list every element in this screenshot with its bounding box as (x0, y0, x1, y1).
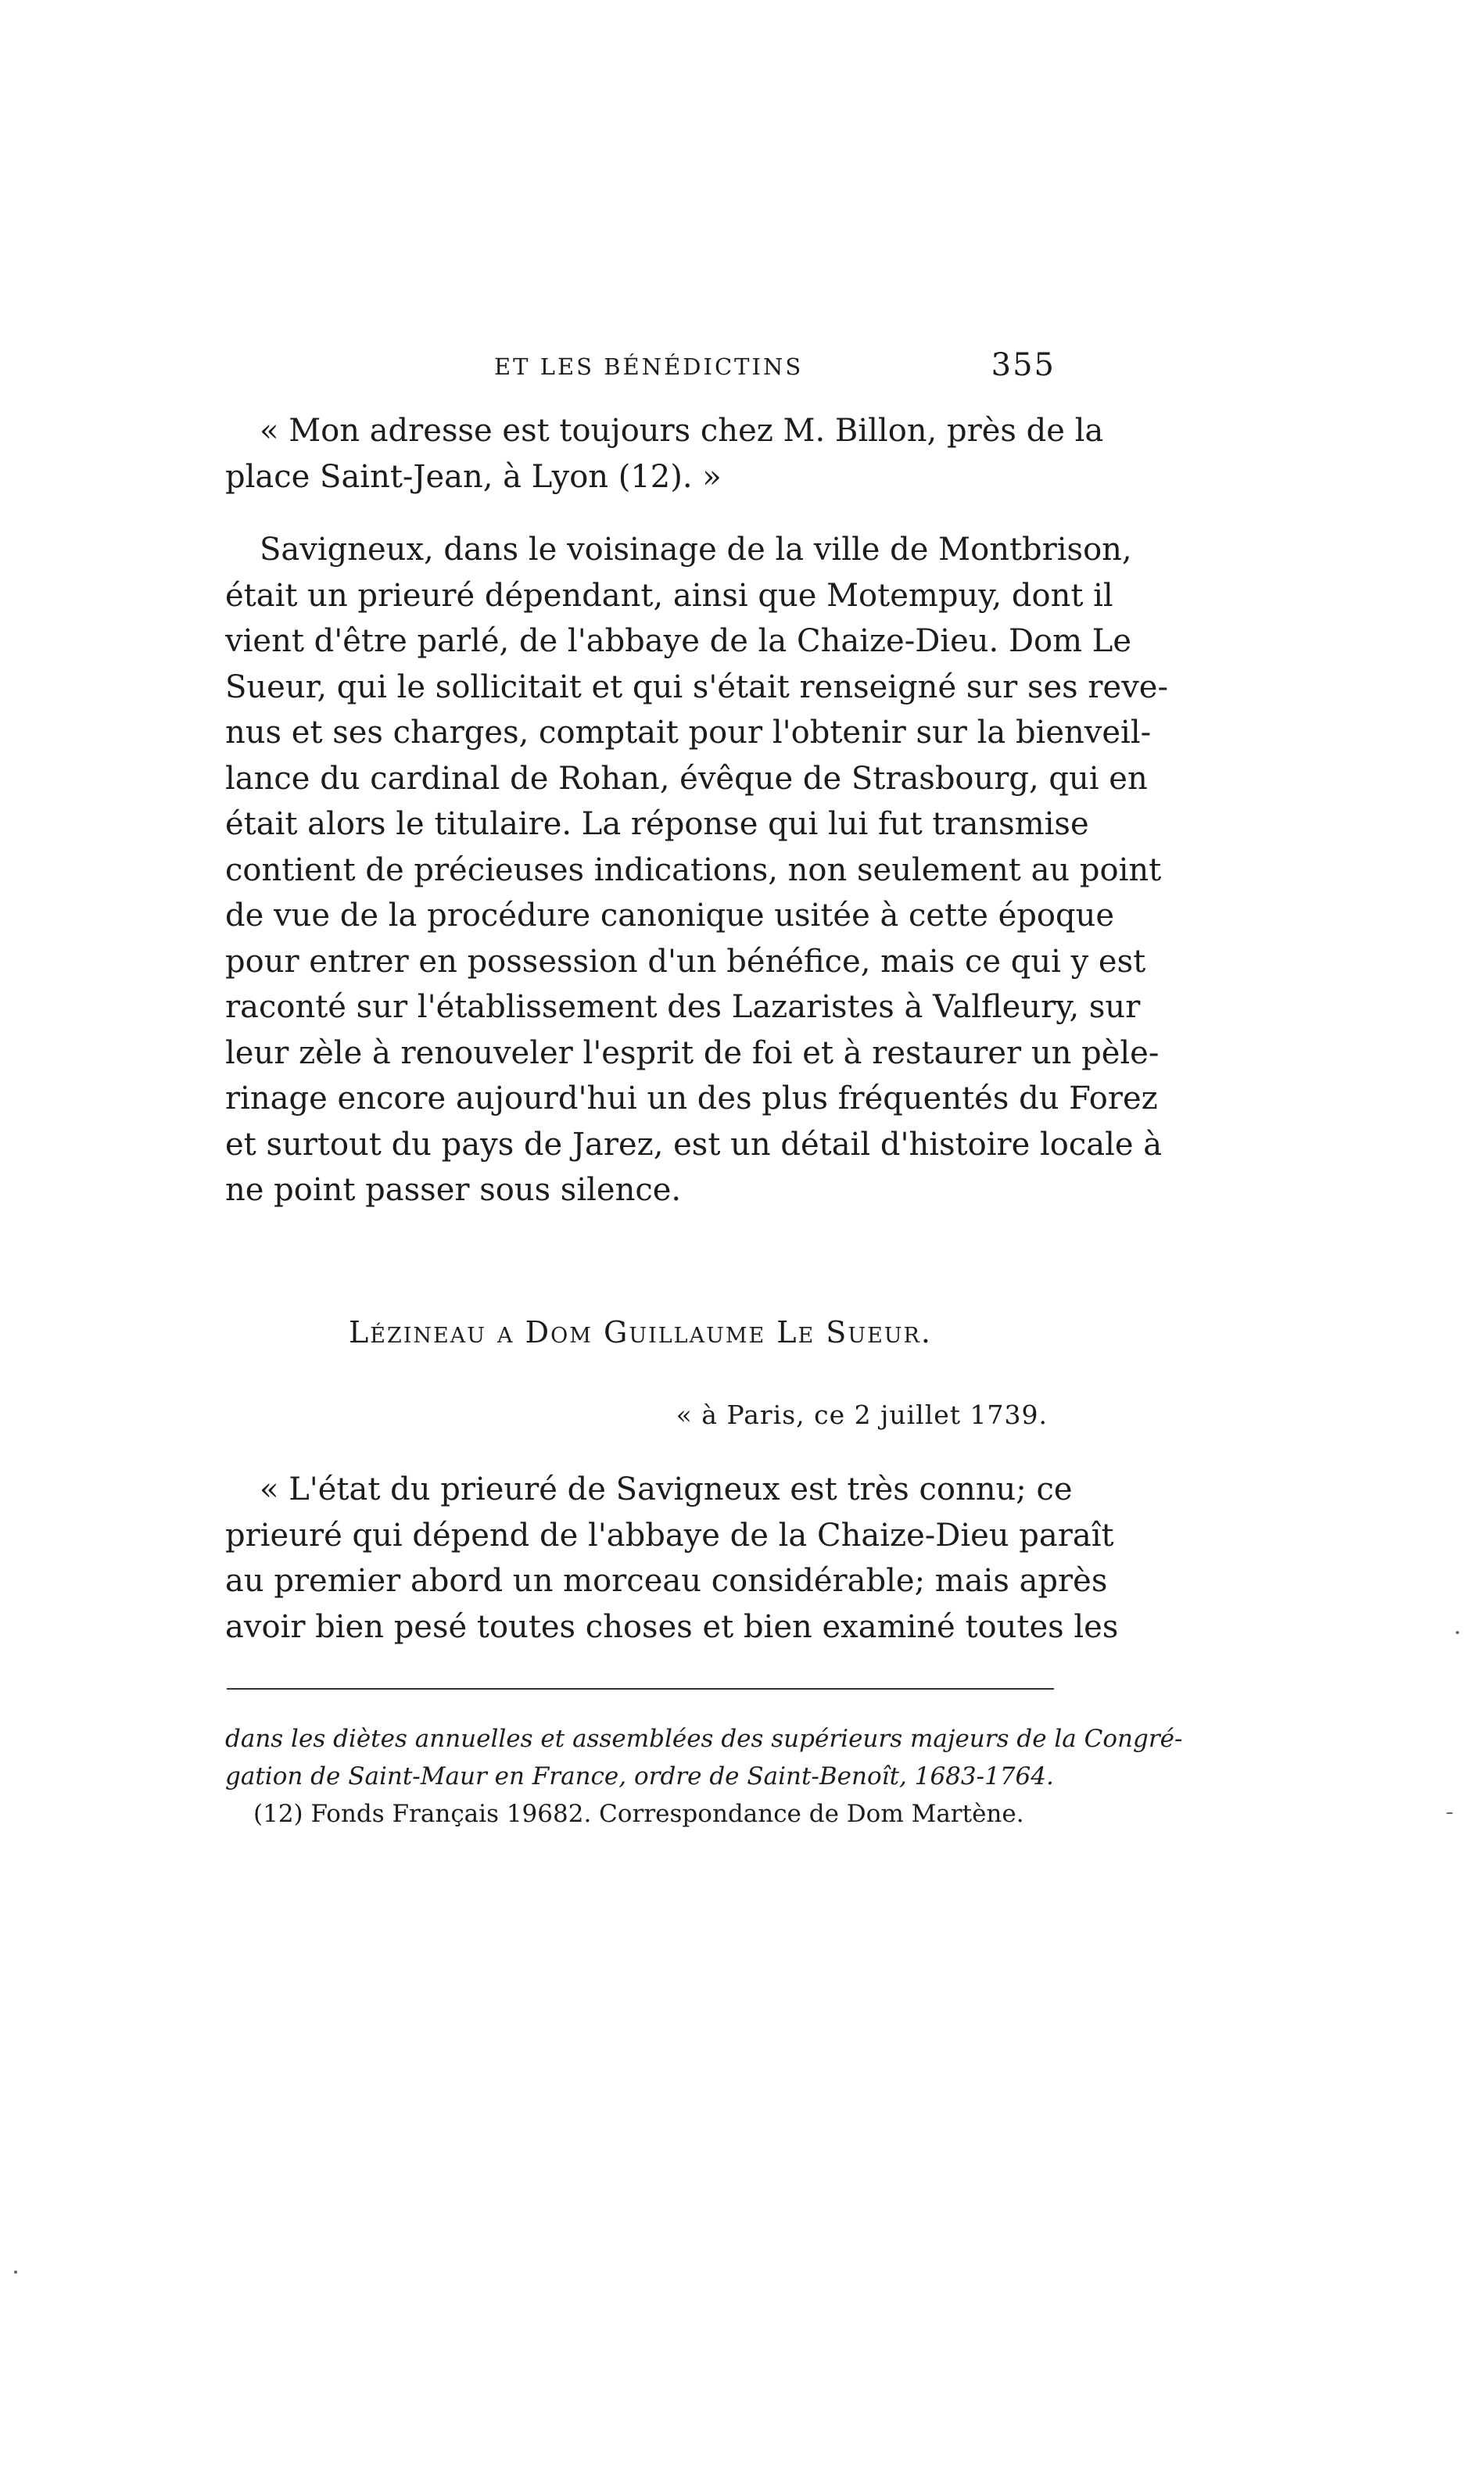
text-line: et surtout du pays de Jarez, est un détail d'histoire locale à (225, 1126, 1163, 1163)
text-line: « L'état du prieuré de Savigneux est très connu; ce (260, 1471, 1073, 1507)
text-line: était alors le titulaire. La réponse qui lui fut transmise (225, 806, 1089, 842)
page-number: 355 (991, 347, 1056, 383)
text-line: nus et ses charges, comptait pour l'obtenir sur la bienveil- (225, 715, 1152, 751)
letter-body (225, 1467, 1119, 1650)
text-line: Savigneux, dans le voisinage de la ville de Montbrison, (260, 532, 1132, 568)
text-line: vient d'être parlé, de l'abbaye de la Chaize-Dieu. Dom Le (225, 623, 1131, 659)
letter-dateline: « à Paris, ce 2 juillet 1739. (676, 1400, 1048, 1430)
opening-quote (225, 408, 1104, 500)
text-line: ne point passer sous silence. (225, 1172, 682, 1208)
footnote-divider (227, 1688, 1054, 1690)
text-line: contient de précieuses indications, non seulement au point (225, 851, 1162, 888)
text-line: place Saint-Jean, à Lyon (12). » (225, 458, 722, 495)
footnote-continuation-line: dans les diètes annuelles et assemblées des supérieurs majeurs de la Congré- (225, 1725, 1183, 1753)
body-paragraph (225, 527, 1168, 1213)
paper-speck (1446, 1812, 1453, 1814)
text-line: de vue de la procédure canonique usitée à cette époque (225, 898, 1115, 934)
running-title: ET LES BÉNÉDICTINS (494, 353, 804, 380)
text-line: était un prieuré dépendant, ainsi que Motempuy, dont il (225, 577, 1113, 614)
running-header (225, 347, 1056, 392)
footnote-12: (12) Fonds Français 19682. Correspondance de Dom Martène. (253, 1800, 1024, 1828)
paper-speck (1456, 1631, 1459, 1634)
text-line: « Mon adresse est toujours chez M. Billon, près de la (260, 413, 1104, 449)
text-line: avoir bien pesé toutes choses et bien examiné toutes les (225, 1608, 1119, 1645)
text-line: au premier abord un morceau considérable; mais après (225, 1563, 1108, 1599)
text-line: lance du cardinal de Rohan, évêque de Strasbourg, qui en (225, 760, 1148, 797)
footnotes (225, 1720, 1183, 1833)
text-line: prieuré qui dépend de l'abbaye de la Chaize-Dieu paraît (225, 1517, 1114, 1554)
paper-speck (14, 2271, 17, 2274)
letter-heading: Lézineau a Dom Guillaume Le Sueur. (349, 1315, 932, 1350)
footnote-continuation-line: gation de Saint-Maur en France, ordre de Saint-Benoît, 1683-1764. (225, 1762, 1054, 1790)
text-line: pour entrer en possession d'un bénéfice, mais ce qui y est (225, 943, 1146, 980)
text-line: leur zèle à renouveler l'esprit de foi et à restaurer un pèle- (225, 1034, 1160, 1071)
text-line: Sueur, qui le sollicitait et qui s'était renseigné sur ses reve- (225, 668, 1168, 705)
text-line: rinage encore aujourd'hui un des plus fréquentés du Forez (225, 1081, 1158, 1117)
text-line: raconté sur l'établissement des Lazaristes à Valfleury, sur (225, 989, 1141, 1025)
